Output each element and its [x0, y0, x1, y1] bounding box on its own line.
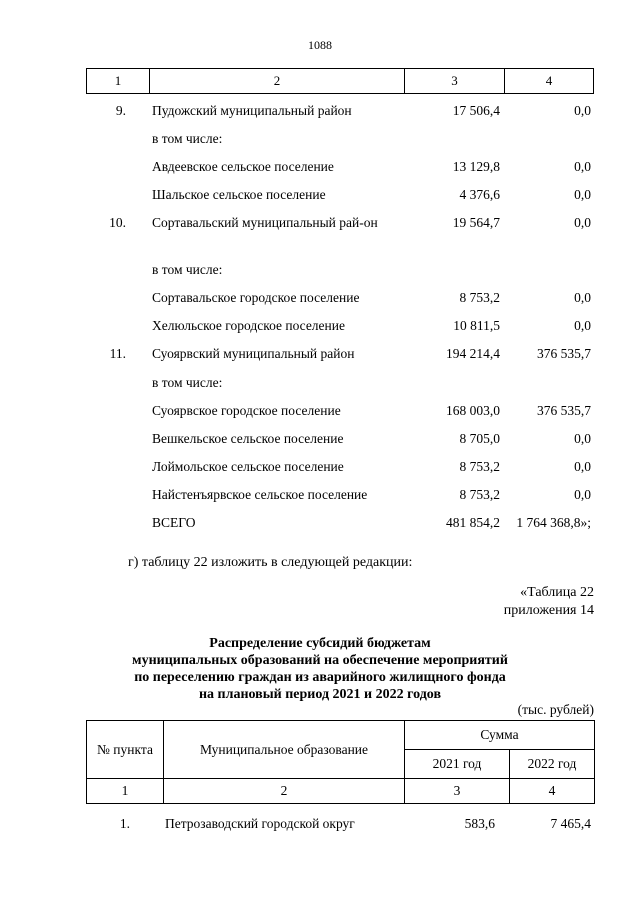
table1-row-2021: 19 564,7: [452, 215, 500, 230]
table1-row-name: Лоймольское сельское поселение: [152, 459, 344, 474]
table1-row-name: в том числе:: [152, 375, 223, 390]
table1-row-name: Сортавальское городское поселение: [152, 290, 360, 305]
title-line2: муниципальных образований на обеспечение мероприятий: [132, 653, 508, 668]
table-caption: [504, 584, 594, 620]
table1-row-2022: 0,0: [574, 103, 591, 118]
table1-row-2021: 194 214,4: [446, 346, 500, 361]
table1-row-2022: 1 764 368,8»;: [516, 515, 591, 530]
table1-row-name: Суоярвское городское поселение: [152, 403, 341, 418]
table2-col-2022-header: 2022 год: [510, 750, 595, 779]
table1-header-col2: 2: [149, 69, 404, 93]
table1-row-2022: 376 535,7: [537, 346, 591, 361]
table1-row-name: Хелюльское городское поселение: [152, 318, 345, 333]
table1-row-2021: 13 129,8: [452, 159, 500, 174]
table1-row-2021: 4 376,6: [459, 187, 500, 202]
table1-row-2022: 0,0: [574, 159, 591, 174]
table1-row-2021: 8 705,0: [459, 431, 500, 446]
table2-row-2022: 7 465,4: [550, 816, 591, 831]
table2-row-num: 1.: [119, 816, 130, 831]
table1-row-name: Сортавальский муниципальный рай-он: [152, 215, 378, 230]
table2-row-2021: 583,6: [464, 816, 495, 831]
table1-row-num: 10.: [109, 215, 126, 230]
table2-index-col3: 3: [405, 779, 510, 804]
table1-row-name: Шальское сельское поселение: [152, 187, 326, 202]
table1-row-2021: 8 753,2: [459, 459, 500, 474]
table1-row-2022: 376 535,7: [537, 403, 591, 418]
table1-row-2021: 481 854,2: [446, 515, 500, 530]
table-title: [0, 635, 640, 703]
table1-row-2021: 8 753,2: [459, 487, 500, 502]
table1-row-name: Найстенъярвское сельское поселение: [152, 487, 368, 502]
table1-row-2022: 0,0: [574, 290, 591, 305]
instruction-text: г) таблицу 22 изложить в следующей редакции:: [128, 555, 413, 570]
units-label: (тыс. рублей): [517, 702, 594, 717]
table1-row-name: Авдеевское сельское поселение: [152, 159, 334, 174]
page-number: 1088: [308, 38, 332, 52]
table1-row-2022: 0,0: [574, 215, 591, 230]
table2-header: [86, 720, 595, 804]
title-line1: Распределение субсидий бюджетам: [209, 636, 431, 651]
table1-row-num: 9.: [115, 103, 126, 118]
table2-index-col1: 1: [87, 779, 164, 804]
table-caption-line1: «Таблица 22: [520, 585, 594, 600]
table1-header-col1: 1: [114, 73, 122, 88]
table1-row-2021: 10 811,5: [453, 318, 500, 333]
table1-header-row: [86, 68, 594, 94]
table1-row-name: Пудожский муниципальный район: [152, 103, 352, 118]
table1-row-name: в том числе:: [152, 262, 223, 277]
table1-row-num: 11.: [109, 346, 126, 361]
table2-row-name: Петрозаводский городской округ: [165, 816, 355, 831]
table2-col-sum-header: Сумма: [405, 721, 595, 750]
table-caption-line2: приложения 14: [503, 603, 594, 618]
table1-row-2022: 0,0: [574, 459, 591, 474]
table1-row-name: в том числе:: [152, 131, 223, 146]
table1-row-2021: 17 506,4: [452, 103, 500, 118]
table2-index-col4: 4: [510, 779, 595, 804]
table2-col-name-header: Муниципальное образование: [164, 721, 405, 779]
table1-row-name: Вешкельское сельское поселение: [152, 431, 344, 446]
table2-col-2021-header: 2021 год: [405, 750, 510, 779]
table1-header-col3: 3: [404, 69, 504, 93]
title-line4: на плановый период 2021 и 2022 годов: [198, 687, 442, 702]
table1-row-2021: 168 003,0: [446, 403, 500, 418]
table1-row-2022: 0,0: [574, 431, 591, 446]
table2-col-num-header: № пункта: [87, 721, 164, 779]
table1-row-2021: 8 753,2: [459, 290, 500, 305]
table1-header-col4: 4: [504, 69, 593, 93]
table2-index-col2: 2: [164, 779, 405, 804]
table1-row-2022: 0,0: [574, 318, 591, 333]
table1-row-2022: 0,0: [574, 187, 591, 202]
table1-row-2022: 0,0: [574, 487, 591, 502]
table1-row-name: Суоярвский муниципальный район: [152, 346, 355, 361]
table1-row-name: ВСЕГО: [152, 515, 196, 530]
title-line3: по переселению граждан из аварийного жилищного фонда: [134, 670, 506, 685]
